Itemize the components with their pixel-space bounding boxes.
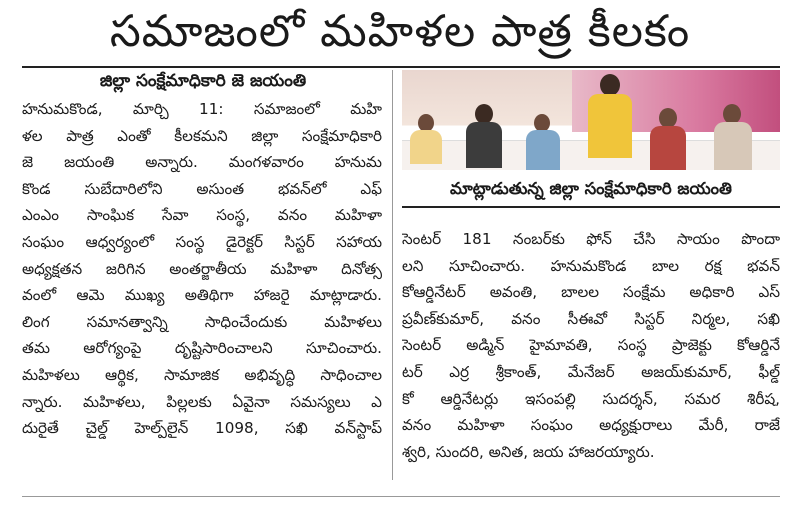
photo-caption: మాట్లాడుతున్న జిల్లా సంక్షేమాధికారి జయంతి <box>402 172 780 208</box>
article-text-line: కో ఆర్డినేటర్లు ఇసంపల్లి సుదర్శన్, సమర శిరీష, <box>402 389 780 408</box>
article-text-line: ప్రవీణ్‌కుమార్, వనం సీఈవో సిస్టర్ నిర్మల, సఖి <box>402 309 780 328</box>
article-text-line: దురైతే చైల్డ్ హెల్ప్‌లైన్ 1098, సఖి వన్‌స్టాప్ <box>22 419 382 438</box>
article-text-line: మహిళలు ఆర్థిక, సామాజిక అభివృద్ధి సాధించాల <box>22 365 382 384</box>
column-divider <box>392 70 393 480</box>
article-text-line: సెంటర్ 181 నంబర్‌కు ఫోన్ చేసి సాయం పొందా <box>402 230 780 248</box>
article-text-line: హనుమకొండ, మార్చి 11: సమాజంలో మహి <box>22 100 382 118</box>
article-text-line: జె జయంతి అన్నారు. మంగళవారం హనుమ <box>22 153 382 172</box>
article-body-right-column <box>402 226 780 465</box>
article-text-line: శ్వరి, సుందరి, అనిత, జయ హాజరయ్యారు. <box>402 442 655 461</box>
article-text-line: కొండ సుబేదారిలోని అసుంత భవన్‌లో ఎఫ్ <box>22 179 382 198</box>
article-byline: జిల్లా సంక్షేమాధికారి జె జయంతి <box>99 71 307 91</box>
article-text-line: సంఘం ఆధ్వర్యంలో సంస్థ డైరెక్టర్ సిస్టర్ సహాయ <box>22 232 382 251</box>
article-text-line: టర్ ఎర్ర శ్రీకాంత్, మేనేజర్ అజయ్‌కుమార్, ఫీల్డ్ <box>402 362 780 381</box>
page-bottom-rule <box>22 496 780 497</box>
article-text-line: ళల పాత్ర ఎంతో కీలకమని జిల్లా సంక్షేమాధికారి <box>22 126 382 145</box>
article-text-line: తమ ఆరోగ్యంపై దృష్టిసారించాలని సూచించారు. <box>22 339 382 358</box>
article-text-line: న్నారు. మహిళలు, పిల్లలకు ఏవైనా సమస్యలు ఎ <box>22 392 382 411</box>
article-text-line: వంలో ఆమె ముఖ్య అతిథిగా హాజరై మాట్లాడారు. <box>22 286 382 305</box>
article-body-left-column <box>22 96 382 442</box>
article-text-line: లింగ సమానత్వాన్ని సాధించేందుకు మహిళలు <box>22 312 382 331</box>
article-photo <box>402 70 780 170</box>
article-text-line: అధ్యక్షతన జరిగిన అంతర్జాతీయ మహిళా దినోత్స <box>22 259 382 278</box>
article-headline: సమాజంలో మహిళల పాత్ర కీలకం <box>109 6 691 57</box>
article-text-line: లని సూచించారు. హనుమకొండ బాల రక్ష భవన్ <box>402 256 780 275</box>
article-text-line: ఎంఎం సాంఘిక సేవా సంస్థ, వనం మహిళా <box>22 206 382 225</box>
article-text-line: సెంటర్ అడ్మిన్ హైమావతి, సంస్థ ప్రాజెక్టు కోఆర్డినే <box>402 336 780 355</box>
article-text-line: కోఆర్డినేటర్ అవంతి, బాలల సంక్షేమ అధికారి ఎస్ <box>402 283 780 302</box>
article-text-line: వనం మహిళా సంఘం అధ్యక్షురాలు మేరీ, రాజే <box>402 416 780 435</box>
